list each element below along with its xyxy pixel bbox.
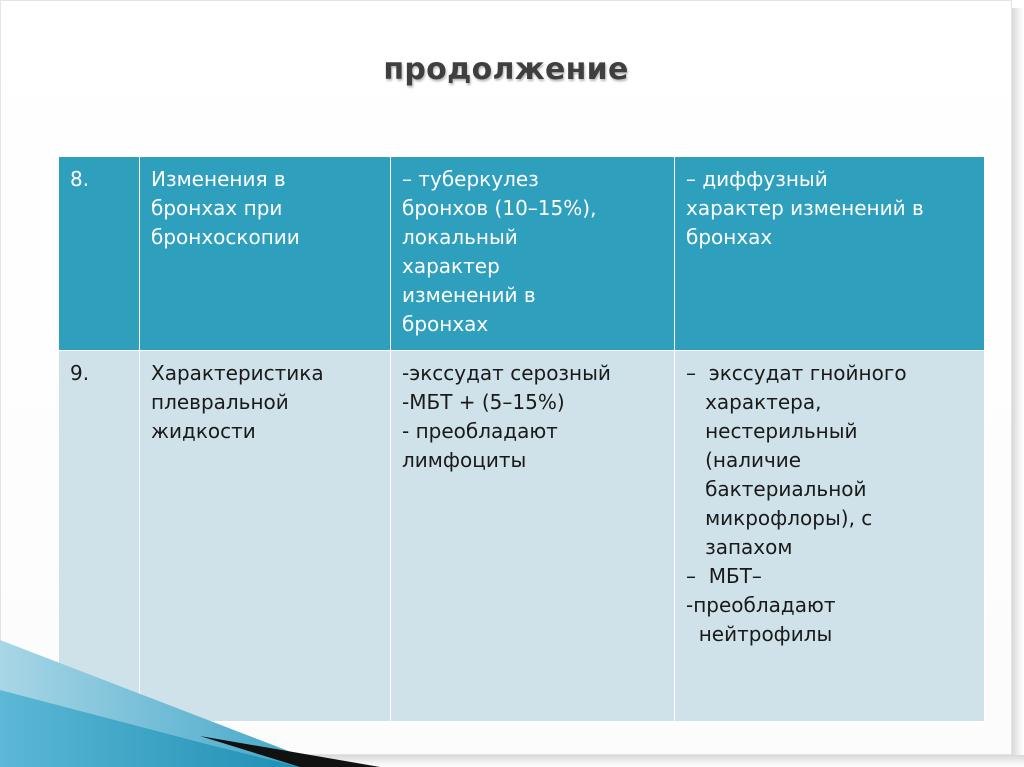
column-a-line: -МБТ + (5–15%) bbox=[402, 390, 565, 414]
column-a-line: бронхах bbox=[402, 312, 489, 336]
column-b-line: бронхах bbox=[686, 225, 773, 249]
column-b-line: – МБТ– bbox=[686, 564, 762, 588]
column-a-line: -экссудат серозный bbox=[402, 361, 611, 385]
parameter-line: Характеристика bbox=[151, 361, 324, 385]
column-a-cell bbox=[391, 351, 675, 722]
parameter-line: жидкости bbox=[151, 419, 256, 443]
column-b-line: бактериальной bbox=[686, 477, 867, 501]
column-a-line: характер bbox=[402, 254, 500, 278]
row-number: 8. bbox=[70, 167, 90, 191]
row-number-cell bbox=[59, 157, 140, 351]
column-b-line: характер изменений в bbox=[686, 196, 924, 220]
column-b-line: нестерильный bbox=[686, 419, 858, 443]
parameter-line: бронхоскопии bbox=[151, 225, 300, 249]
column-b-cell bbox=[675, 351, 985, 722]
table-row bbox=[59, 351, 985, 722]
column-a-line: – туберкулез bbox=[402, 167, 539, 191]
row-number-cell bbox=[59, 351, 140, 722]
slide-shadow-right bbox=[1012, 8, 1024, 767]
column-b-line: нейтрофилы bbox=[686, 622, 833, 646]
column-b-line: запахом bbox=[686, 535, 793, 559]
column-b-line: микрофлоры), с bbox=[686, 506, 873, 530]
parameter-line: Изменения в bbox=[151, 167, 286, 191]
column-a-cell bbox=[391, 157, 675, 351]
column-b-cell bbox=[675, 157, 985, 351]
column-a-line: - преобладают bbox=[402, 419, 558, 443]
table-row bbox=[59, 157, 985, 351]
column-b-line: -преобладают bbox=[686, 593, 836, 617]
parameter-line: плевральной bbox=[151, 390, 289, 414]
row-number: 9. bbox=[70, 361, 90, 385]
column-a-line: изменений в bbox=[402, 283, 536, 307]
column-b-line: характера, bbox=[686, 390, 822, 414]
column-a-line: лимфоциты bbox=[402, 448, 527, 472]
parameter-line: бронхах при bbox=[151, 196, 283, 220]
slide-shadow-bottom bbox=[8, 755, 1024, 767]
column-b-line: – диффузный bbox=[686, 167, 828, 191]
parameter-cell bbox=[140, 157, 391, 351]
column-a-line: бронхов (10–15%), bbox=[402, 196, 597, 220]
column-a-line: локальный bbox=[402, 225, 518, 249]
comparison-table bbox=[58, 156, 985, 722]
column-b-line: (наличие bbox=[686, 448, 802, 472]
slide-title: продолжение bbox=[383, 52, 629, 87]
parameter-cell bbox=[140, 351, 391, 722]
column-b-line: – экссудат гнойного bbox=[686, 361, 907, 385]
